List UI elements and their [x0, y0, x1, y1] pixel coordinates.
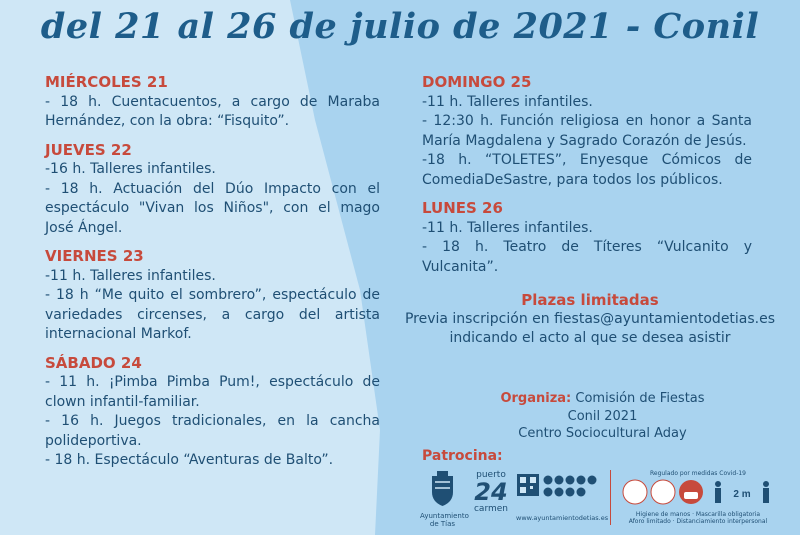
covid-title: Regulado por medidas Covid-19 — [649, 470, 746, 477]
event-item: - 18 h. Actuación del Dúo Impacto con el espectáculo "Vivan los Niños", con el mago José Ángel. — [45, 180, 380, 236]
covid-icons — [618, 477, 778, 507]
puerto-bottom: carmen — [473, 504, 508, 514]
plazas-line1: Previa inscripción en fiestas@ayuntamientodetias.es — [404, 311, 776, 327]
poster-title: del 21 al 26 de julio de 2021 - Conil — [40, 6, 760, 47]
event-item: - 11 h. ¡Pimba Pimba Pum!, espectáculo de clown infantil-familiar. — [45, 374, 380, 410]
organiza-label: Organiza: — [500, 391, 572, 406]
day-block — [45, 247, 380, 345]
organiza-line3: Centro Sociocultural Aday — [518, 426, 687, 441]
organiza-section — [470, 390, 735, 443]
event-item: - 12:30 h. Función religiosa en honor a Santa María Magdalena y Sagrado Corazón de Jesús. — [422, 113, 752, 149]
ayto-line2: de Tías — [429, 520, 456, 528]
event-item: - 18 h. Cuentacuentos, a cargo de Maraba Hernández, con la obra: “Fisquito”. — [45, 93, 380, 129]
ayto-line1: Ayuntamiento — [420, 512, 469, 520]
organiza-line2: Conil 2021 — [567, 408, 638, 424]
puerto-number: 24 — [474, 478, 508, 506]
event-item: -18 h. “TOLETES”, Enyesque Cómicos de ComediaDeSastre, para todos los públicos. — [422, 152, 752, 188]
puerto-carmen-logo — [472, 470, 510, 525]
day-heading: DOMINGO 25 — [422, 73, 532, 91]
left-schedule-column — [45, 73, 380, 480]
social-icon-6 — [544, 488, 553, 497]
event-item: - 18 h. Teatro de Títeres “Vulcanito y Vulcanita”. — [422, 239, 752, 275]
day-block — [45, 141, 380, 239]
coat-of-arms-icon — [420, 470, 465, 508]
covid-measures-block — [618, 470, 778, 525]
day-heading: VIERNES 23 — [45, 247, 144, 265]
day-heading: MIÉRCOLES 21 — [45, 73, 168, 91]
social-icon-7 — [555, 488, 564, 497]
day-heading: JUEVES 22 — [45, 140, 132, 159]
hand-sanitizer-icon — [651, 480, 675, 504]
social-icon-8 — [566, 488, 575, 497]
event-item: -11 h. Talleres infantiles. — [45, 267, 216, 284]
person-right-icon — [763, 481, 769, 487]
covid-line2: Aforo limitado · Distanciamiento interpersonal — [628, 518, 768, 525]
social-icon-4 — [577, 476, 586, 485]
event-item: - 16 h. Juegos tradicionales, en la cancha polideportiva. — [45, 413, 380, 449]
logo-divider — [610, 470, 611, 525]
event-item: -16 h. Talleres infantiles. — [45, 161, 216, 177]
person-left-icon — [715, 481, 721, 487]
right-schedule-column — [422, 73, 752, 286]
social-icon-2 — [555, 476, 564, 485]
organiza-line1: Comisión de Fiestas — [575, 391, 705, 406]
social-icon-1 — [544, 476, 553, 485]
social-icon-3 — [566, 476, 575, 485]
day-block — [45, 73, 380, 132]
event-item: -11 h. Talleres infantiles. — [422, 93, 593, 110]
day-block — [422, 199, 752, 277]
event-item: - 18 h. Espectáculo “Aventuras de Balto”. — [45, 452, 334, 468]
distance-label: 2 m — [733, 489, 751, 500]
ayuntamiento-logo — [420, 470, 469, 528]
event-item: -11 h. Talleres infantiles. — [422, 219, 593, 236]
social-icon-5 — [588, 476, 597, 485]
plazas-section — [395, 291, 785, 348]
social-icon-9 — [577, 488, 586, 497]
day-heading: LUNES 26 — [422, 199, 503, 217]
patrocina-label: Patrocina: — [422, 448, 503, 464]
day-heading: SÁBADO 24 — [45, 353, 142, 372]
covid-line1: Higiene de manos · Mascarilla obligatoria — [635, 511, 761, 518]
day-block — [45, 354, 380, 471]
web-address: www.ayuntamientodetias.es — [516, 514, 609, 522]
qr-social-icons — [516, 470, 606, 510]
web-social-block — [516, 470, 609, 525]
plazas-title: Plazas limitadas — [521, 291, 659, 309]
day-block — [422, 73, 752, 190]
hand-wash-icon — [623, 480, 647, 504]
event-item: - 18 h “Me quito el sombrero”, espectáculo de variedades circenses, a cargo del artista internacional Markof. — [45, 287, 380, 342]
puerto-top: puerto — [476, 470, 506, 480]
plazas-line2: indicando el acto al que se desea asistir — [449, 330, 731, 346]
